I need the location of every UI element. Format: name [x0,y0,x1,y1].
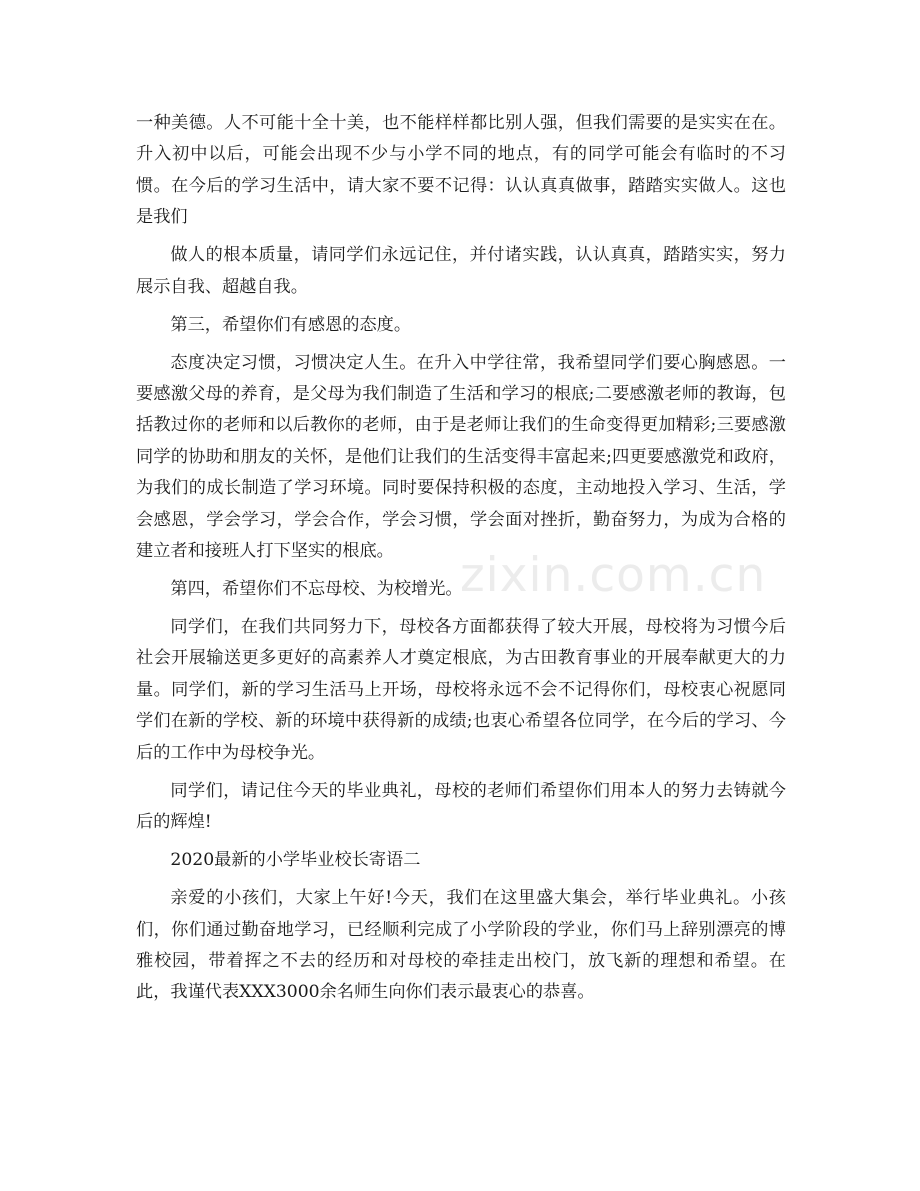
document-body [136,108,786,1015]
paragraph-9: 亲爱的小孩们，大家上午好!今天，我们在这里盛大集会，举行毕业典礼。小孩们，你们通过勤奋地学习，已经顺利完成了小学阶段的学业，你们马上辞别漂亮的博雅校园，带着挥之不去的经历和对母校的牵挂走出校门，放飞新的理想和希望。在此，我谨代表XXX3000余名师生向你们表示最衷心的恭喜。 [136,888,786,1003]
paragraph-2: 做人的根本质量，请同学们永远记住，并付诸实践，认认真真，踏踏实实，努力展示自我、超越自我。 [136,245,786,297]
paragraph-7: 同学们，请记住今天的毕业典礼，母校的老师们希望你们用本人的努力去铸就今后的辉煌! [136,780,786,833]
paragraph-4: 态度决定习惯，习惯决定人生。在升入中学往常，我希望同学们要心胸感恩。一要感激父母的养育，是父母为我们制造了生活和学习的根底;二要感激老师的教诲，包括教过你的老师和以后教你的老师，由于是老师让我们的生命变得更加精彩;三要感激同学的协助和朋友的关怀，是他们让我们的生活变得丰富起来;四更要感激党和政府，为我们的成长制造了学习环境。同时要保持积极的态度，主动地投入学习、生活，学会感恩，学会学习，学会合作，学会习惯，学会面对挫折，勤奋努力，为成为合格的建立者和接班人打下坚实的根底。 [136,352,786,562]
paragraph-1: 一种美德。人不可能十全十美，也不能样样都比别人强，但我们需要的是实实在在。升入初中以后，可能会出现不少与小学不同的地点，有的同学可能会有临时的不习惯。在今后的学习生活中，请大家不要不记得：认认真真做事，踏踏实实做人。这也是我们 [136,113,786,228]
watermark: zixin.com.cn [460,548,767,603]
paragraph-5-heading: 第四，希望你们不忘母校、为校增光。 [170,579,463,600]
paragraph-3-heading: 第三，希望你们有感恩的态度。 [170,314,412,335]
paragraph-6: 同学们，在我们共同努力下，母校各方面都获得了较大开展，母校将为习惯今后社会开展输送更多更好的高素养人才奠定根底，为古田教育事业的开展奉献更大的力量。同学们，新的学习生活马上开场，母校将永远不会不记得你们，母校衷心祝愿同学们在新的学校、新的环境中获得新的成绩;也衷心希望各位同学，在今后的学习、今后的工作中为母校争光。 [136,617,786,763]
section-title: 2020最新的小学毕业校长寄语二 [170,850,421,871]
